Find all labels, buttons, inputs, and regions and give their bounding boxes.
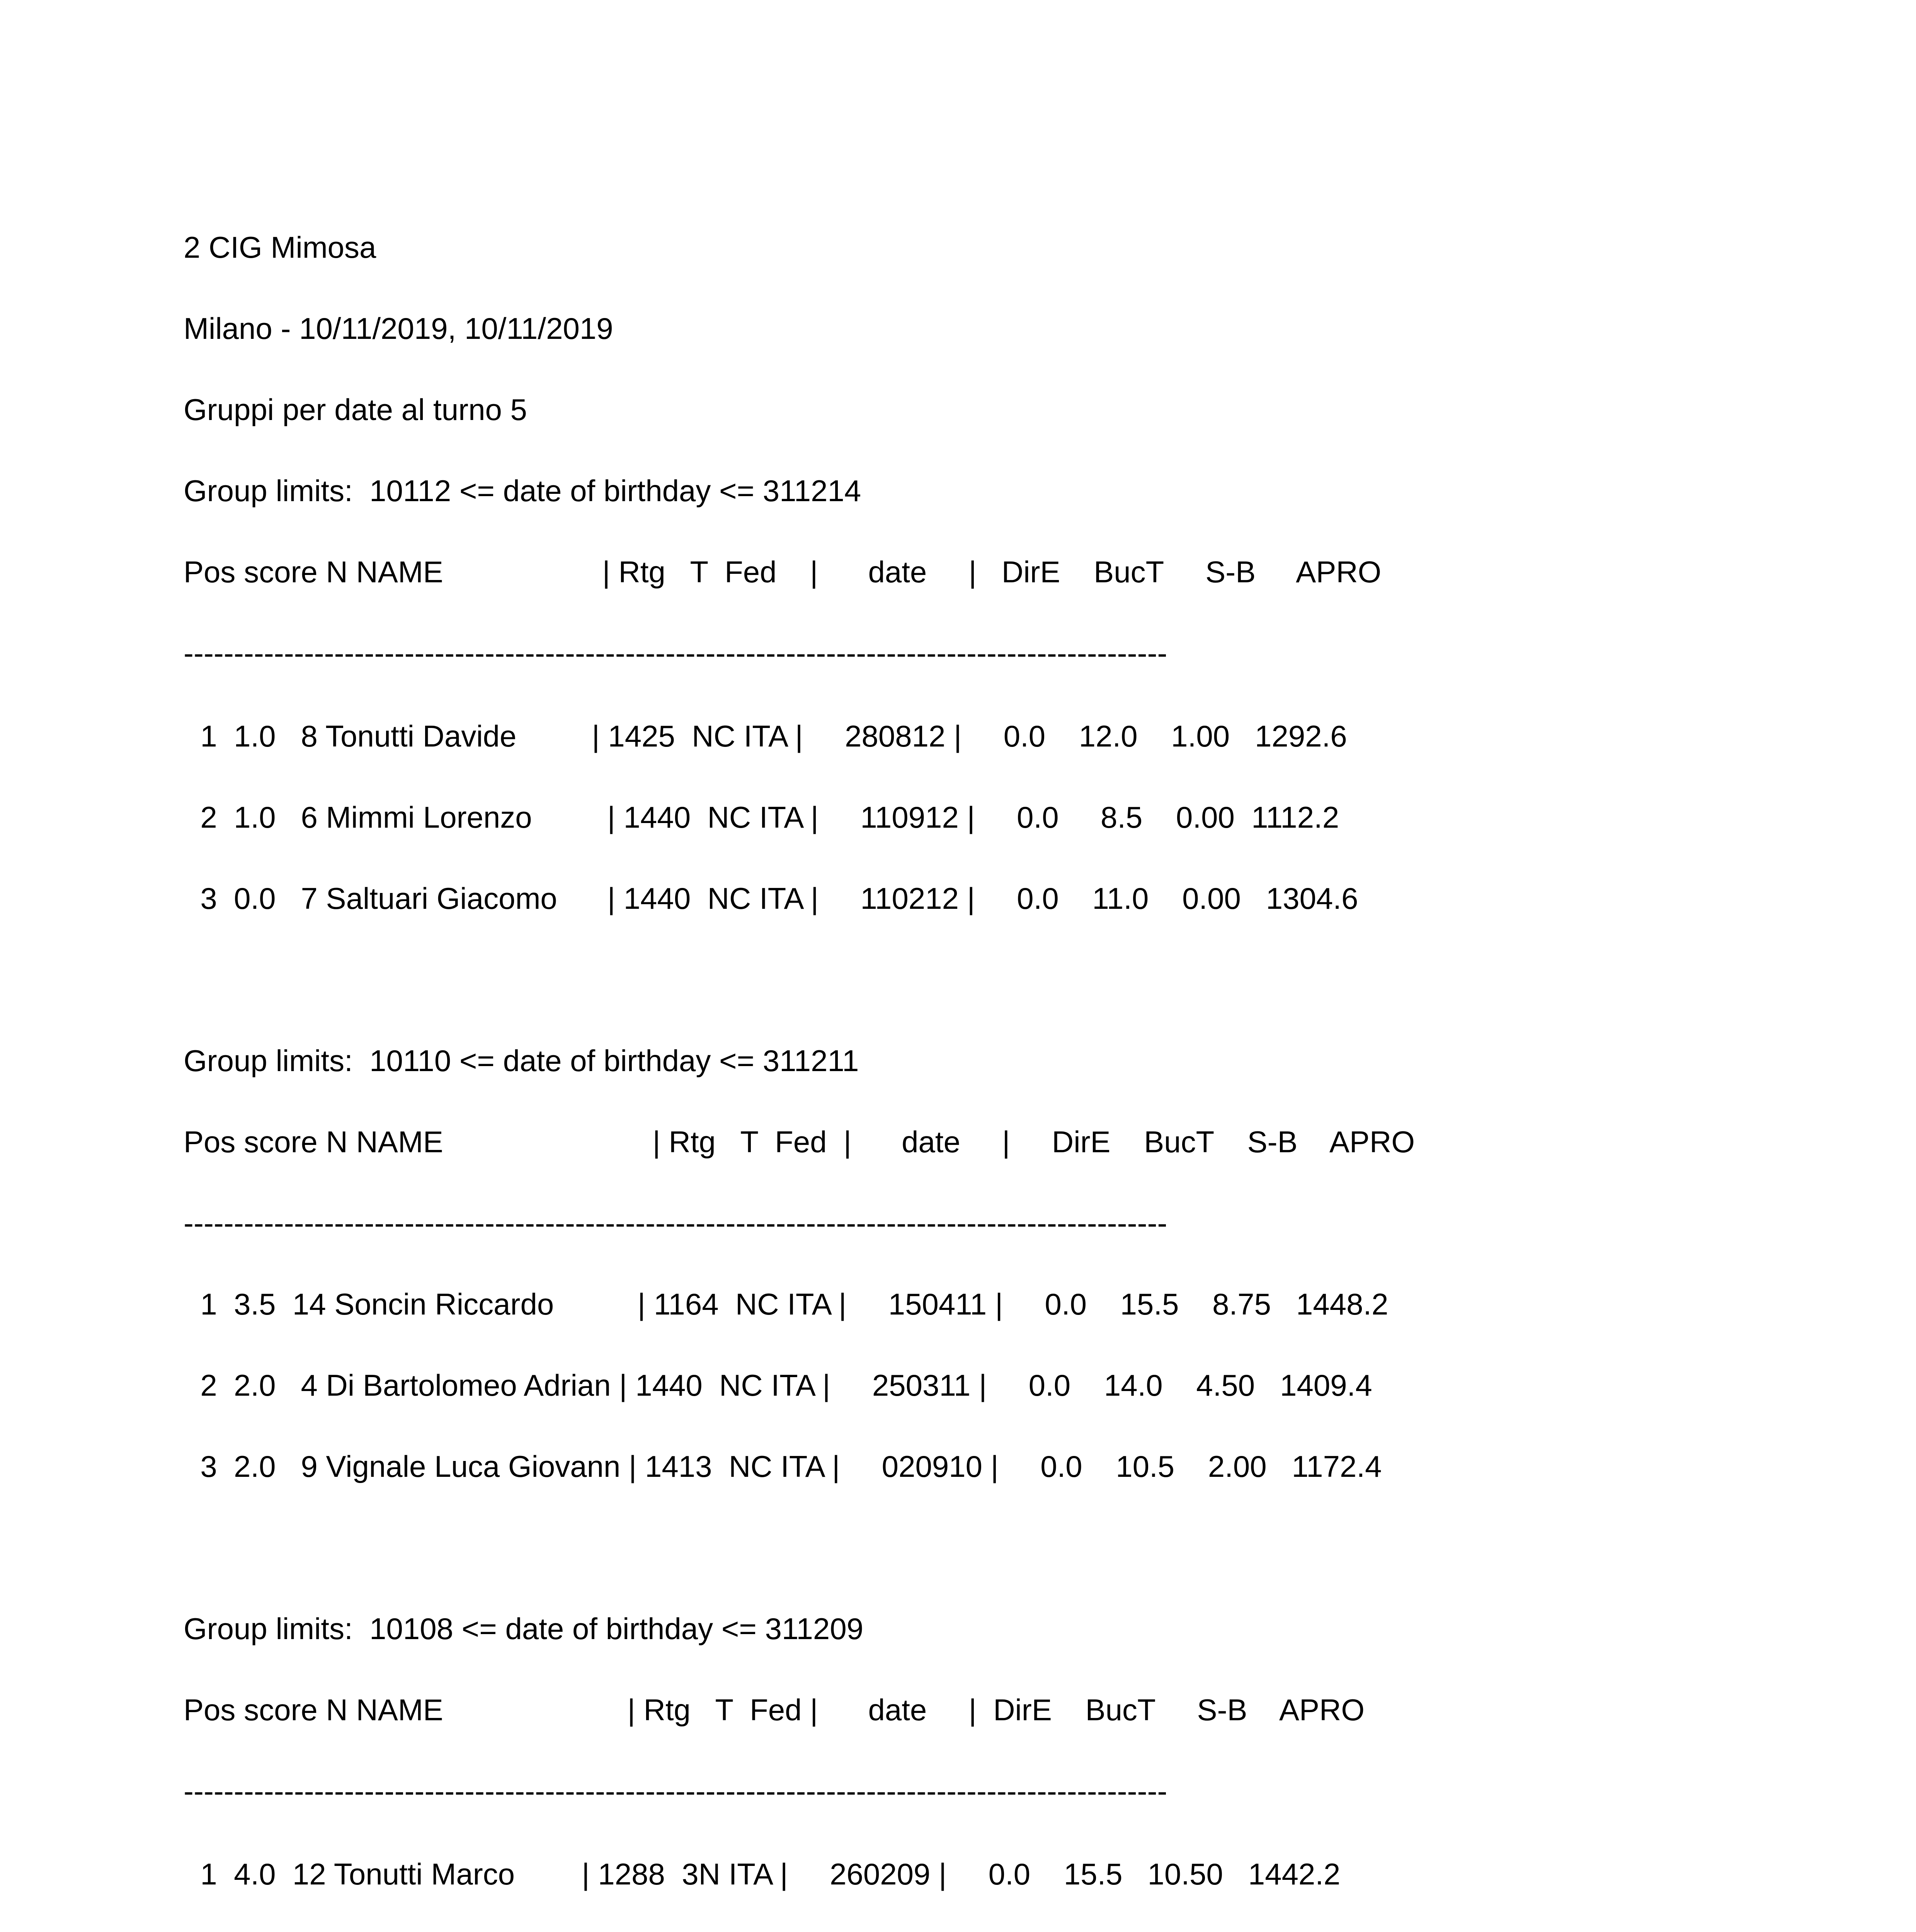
group-2-column-header: Pos score N NAME | Rtg T Fed | date | DirE BucT S-B APRO — [184, 1125, 1415, 1159]
tournament-place-dates: Milano - 10/11/2019, 10/11/2019 — [184, 311, 613, 345]
group-1-limits: Group limits: 10112 <= date of birthday <= 311214 — [184, 474, 861, 508]
group-1-row: 3 0.0 7 Saltuari Giacomo | 1440 NC ITA | 110212 | 0.0 11.0 0.00 1304.6 — [184, 881, 1358, 915]
group-3-separator: -------------------------------------------------------------------------------------------------- — [184, 1774, 1167, 1808]
group-1-row: 1 1.0 8 Tonutti Davide | 1425 NC ITA | 280812 | 0.0 12.0 1.00 1292.6 — [184, 719, 1347, 753]
tournament-title: 2 CIG Mimosa — [184, 230, 376, 264]
group-3-column-header: Pos score N NAME | Rtg T Fed | date | DirE BucT S-B APRO — [184, 1693, 1365, 1727]
group-2-row: 2 2.0 4 Di Bartolomeo Adrian | 1440 NC ITA | 250311 | 0.0 14.0 4.50 1409.4 — [184, 1368, 1372, 1402]
group-1-column-header: Pos score N NAME | Rtg T Fed | date | DirE BucT S-B APRO — [184, 555, 1382, 589]
group-3-limits: Group limits: 10108 <= date of birthday <= 311209 — [184, 1612, 864, 1646]
report-subtitle: Gruppi per date al turno 5 — [184, 393, 527, 427]
group-2-separator: -------------------------------------------------------------------------------------------------- — [184, 1206, 1167, 1240]
group-3-row: 1 4.0 12 Tonutti Marco | 1288 3N ITA | 260209 | 0.0 15.5 10.50 1442.2 — [184, 1857, 1341, 1891]
group-2-row: 3 2.0 9 Vignale Luca Giovann | 1413 NC ITA | 020910 | 0.0 10.5 2.00 1172.4 — [184, 1449, 1382, 1483]
group-1-row: 2 1.0 6 Mimmi Lorenzo | 1440 NC ITA | 110912 | 0.0 8.5 0.00 1112.2 — [184, 800, 1339, 834]
group-2-row: 1 3.5 14 Soncin Riccardo | 1164 NC ITA | 150411 | 0.0 15.5 8.75 1448.2 — [184, 1287, 1389, 1321]
group-2-limits: Group limits: 10110 <= date of birthday <= 311211 — [184, 1044, 859, 1078]
group-1-separator: -------------------------------------------------------------------------------------------------- — [184, 636, 1167, 670]
